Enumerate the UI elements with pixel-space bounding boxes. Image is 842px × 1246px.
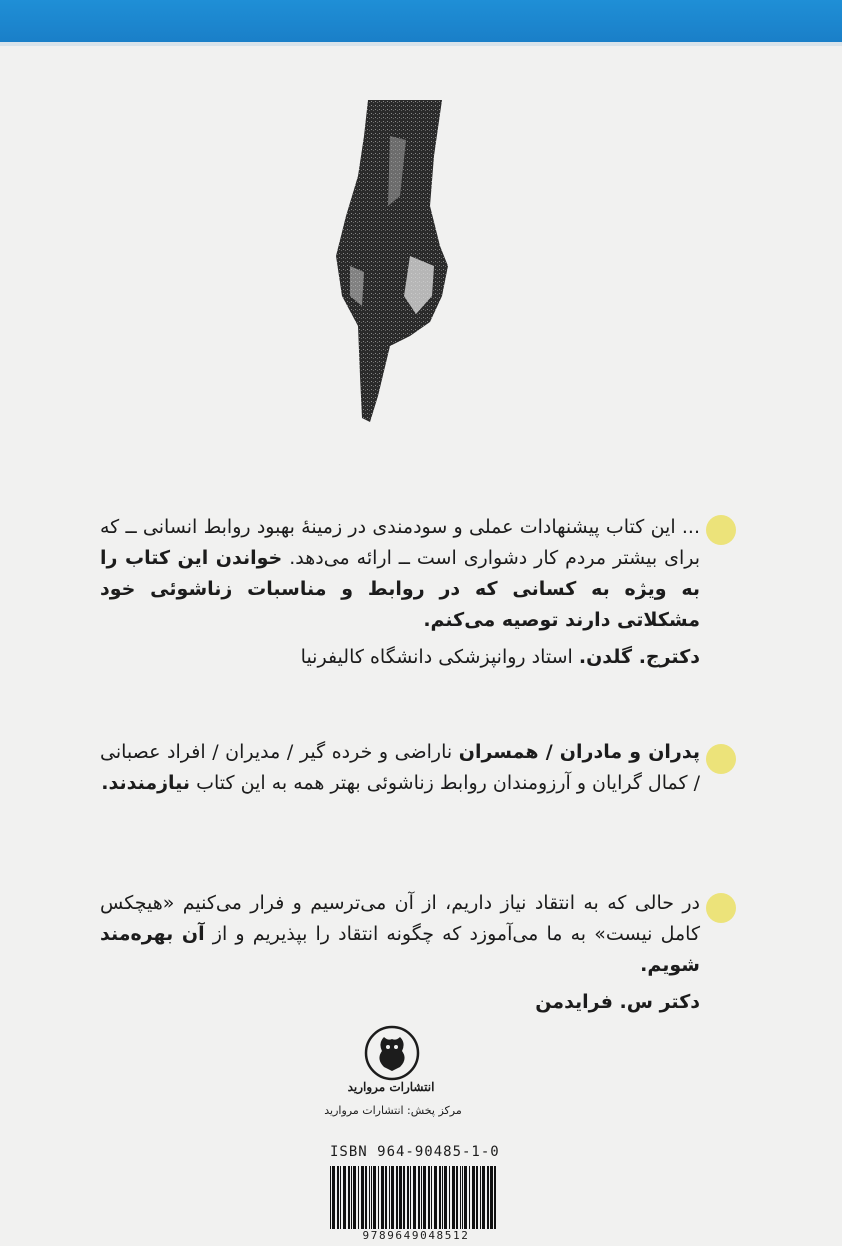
barcode-bar — [476, 1166, 478, 1232]
barcode-bar — [410, 1166, 411, 1232]
barcode-bar — [385, 1166, 387, 1232]
quote-1-attribution — [100, 642, 700, 673]
barcode-bar — [351, 1166, 352, 1232]
barcode-bar — [399, 1166, 402, 1232]
barcode-bar — [381, 1166, 384, 1232]
barcode-bar — [396, 1166, 398, 1232]
barcode-bar — [444, 1166, 447, 1232]
barcode-bar — [462, 1166, 463, 1232]
barcode-bar — [421, 1166, 422, 1232]
publisher-name: انتشارات مروارید — [347, 1080, 435, 1094]
barcode-bar — [449, 1166, 450, 1232]
barcode-bar — [413, 1166, 416, 1232]
top-color-band — [0, 0, 842, 42]
publisher-logo-icon — [362, 1025, 422, 1081]
quote-section-3 — [100, 888, 700, 1018]
attribution-3-name: دکتر س. فرایدمن — [535, 991, 700, 1013]
barcode-bar — [407, 1166, 409, 1232]
quote-1-text — [100, 512, 700, 636]
barcode-bar — [403, 1166, 405, 1232]
barcode-bar — [358, 1166, 359, 1232]
barcode-bar — [389, 1166, 390, 1232]
bullet-dot-1 — [706, 515, 736, 545]
quote-3-bold: آن بهره‌مند شویم. — [100, 923, 700, 976]
barcode-bar — [423, 1166, 426, 1232]
barcode-bar — [371, 1166, 372, 1232]
top-band-edge — [0, 42, 842, 46]
barcode-bar — [353, 1166, 356, 1232]
quote-3-attribution — [100, 987, 700, 1018]
quote-3-main: در حالی که به انتقاد نیاز داریم، از آن می‌ترسیم و فرار می‌کنیم «هیچکس کامل نیست» به ما می‌آموزد که چگونه انتقاد را بپذیریم و از — [100, 892, 700, 945]
quote-2-text — [100, 737, 700, 799]
barcode-bar — [460, 1166, 461, 1232]
barcode-bar — [391, 1166, 394, 1232]
pointing-hand-image — [330, 96, 460, 426]
barcode-bar — [332, 1166, 335, 1232]
barcode-bar — [439, 1166, 441, 1232]
quote-1-main: ... این کتاب پیشنهادات عملی و سودمندی در زمینهٔ بهبود روابط انسانی ــ که برای بیشتر مردم کار دشواری است ــ ارائه می‌دهد. — [100, 516, 700, 569]
barcode-bar — [452, 1166, 455, 1232]
quote-3-text — [100, 888, 700, 981]
barcode-bar — [369, 1166, 370, 1232]
barcode-bar — [494, 1166, 496, 1232]
quote-2-bold-start: پدران و مادران / همسران — [458, 741, 700, 763]
isbn-label: ISBN 964-90485-1-0 — [330, 1144, 500, 1160]
quote-section-1 — [100, 512, 700, 673]
barcode-bar — [490, 1166, 493, 1232]
quote-section-2 — [100, 737, 700, 799]
barcode-bar — [434, 1166, 437, 1232]
barcode-bar — [464, 1166, 467, 1232]
barcode-bar — [340, 1166, 341, 1232]
barcode-bar — [428, 1166, 430, 1232]
bullet-dot-3 — [706, 893, 736, 923]
barcode-bar — [365, 1166, 367, 1232]
bullet-dot-2 — [706, 744, 736, 774]
barcode-bar — [487, 1166, 489, 1232]
quote-2-bold-end: نیازمندند. — [101, 772, 191, 794]
barcode-bar — [431, 1166, 432, 1232]
barcode-bar — [337, 1166, 339, 1232]
attribution-1-name: دکترج. گلدن. — [578, 646, 700, 668]
barcode-bar — [343, 1166, 346, 1232]
barcode-bar — [456, 1166, 458, 1232]
barcode-bar — [378, 1166, 379, 1232]
barcode-digits: 9789649048512 — [330, 1229, 502, 1242]
quote-1-bold: خواندن این کتاب را به ویژه به کسانی که در روابط و مناسبات زناشوئی خود مشکلاتی دارند توصیه می‌کنم. — [100, 547, 700, 631]
barcode-bar — [442, 1166, 443, 1232]
barcode-bar — [472, 1166, 475, 1232]
barcode — [326, 1166, 502, 1232]
distributor-line: مرکز پخش: انتشارات مروارید — [324, 1104, 462, 1117]
attribution-1-title: استاد روانپزشکی دانشگاه کالیفرنیا — [300, 646, 573, 668]
barcode-bar — [361, 1166, 364, 1232]
barcode-bar — [373, 1166, 376, 1232]
barcode-bar — [480, 1166, 481, 1232]
barcode-bar — [348, 1166, 350, 1232]
barcode-bar — [469, 1166, 470, 1232]
barcode-bar — [482, 1166, 485, 1232]
quote-2-main: ناراضی و خرده گیر / مدیران / افراد عصبانی / کمال گرایان و آرزومندان روابط زناشوئی بهتر همه به این کتاب — [100, 741, 700, 794]
barcode-bar — [418, 1166, 420, 1232]
barcode-bar — [330, 1166, 331, 1232]
